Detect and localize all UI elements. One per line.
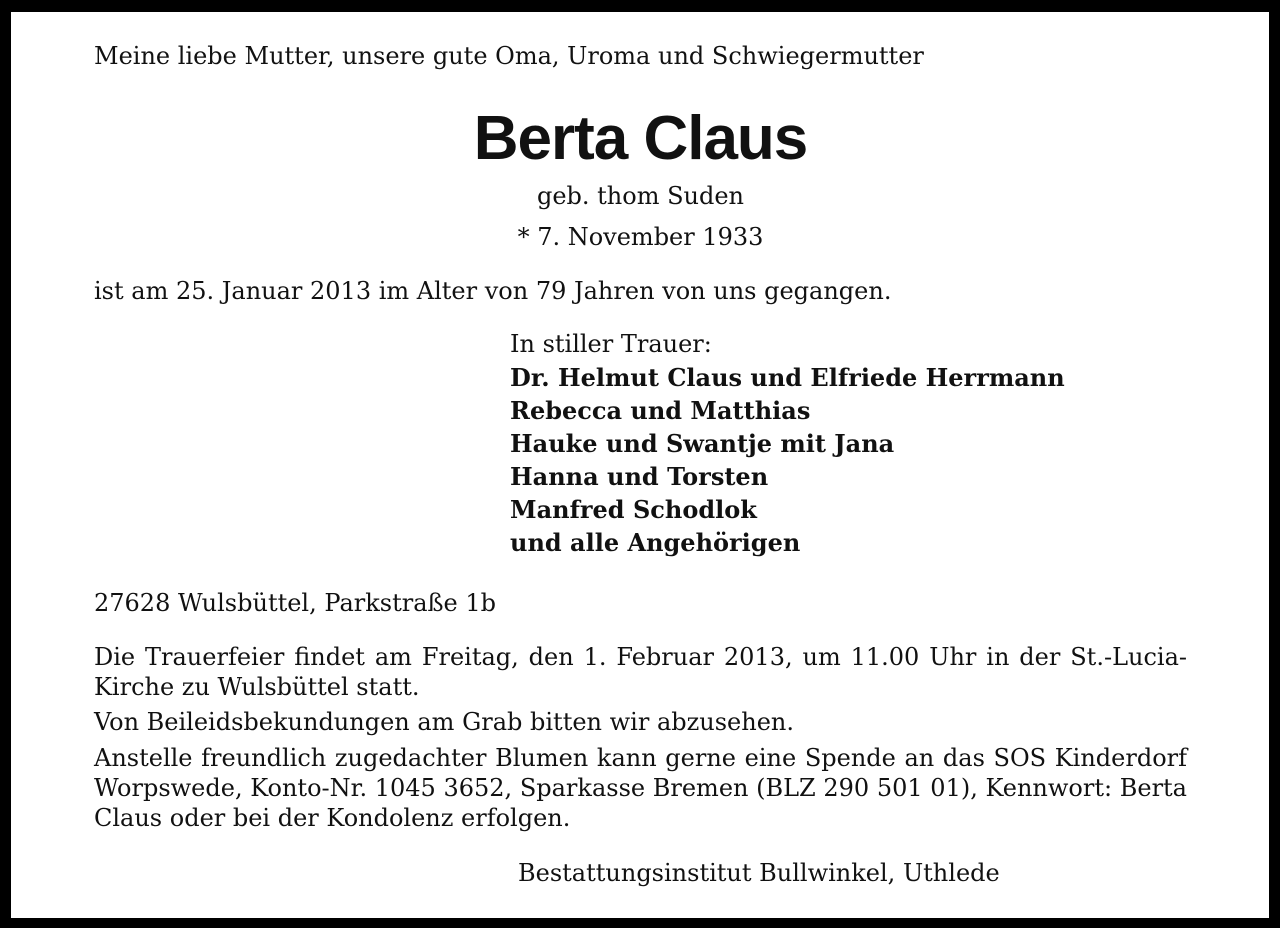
birth-date: * 7. November 1933 [517, 223, 764, 251]
death-line: ist am 25. Januar 2013 im Alter von 79 Jahren von uns gegangen. [94, 277, 892, 305]
undertaker: Bestattungsinstitut Bullwinkel, Uthlede [518, 859, 1000, 887]
mourner-name: Dr. Helmut Claus und Elfriede Herrmann [510, 363, 1065, 392]
ceremony-info: Die Trauerfeier findet am Freitag, den 1. Februar 2013, um 11.00 Uhr in der St.-Lucia-Kirche zu Wulsbüttel statt. [94, 643, 1187, 701]
mourners-block [510, 328, 1065, 559]
deceased-name: Berta Claus [473, 104, 808, 173]
obituary-notice [11, 12, 1269, 918]
mourner-name: Hauke und Swantje mit Jana [510, 429, 895, 458]
donation-note: Anstelle freundlich zugedachter Blumen kann gerne eine Spende an das SOS Kinderdorf Worpswede, Konto-Nr. 1045 3652, Sparkasse Bremen (BLZ 290 501 01), Kennwort: Berta Claus oder bei der Kondolenz erfolgen. [94, 744, 1187, 832]
mourner-name: Rebecca und Matthias [510, 396, 811, 425]
mourner-name: Manfred Schodlok [510, 495, 757, 524]
mourner-name: und alle Angehörigen [510, 528, 801, 557]
family-address: 27628 Wulsbüttel, Parkstraße 1b [94, 589, 496, 617]
condolence-note: Von Beileidsbekundungen am Grab bitten wir abzusehen. [94, 708, 794, 736]
maiden-name: geb. thom Suden [536, 182, 745, 210]
intro-line: Meine liebe Mutter, unsere gute Oma, Uroma und Schwiegermutter [94, 42, 924, 70]
mourning-label: In stiller Trauer: [510, 330, 712, 358]
mourner-name: Hanna und Torsten [510, 462, 769, 491]
